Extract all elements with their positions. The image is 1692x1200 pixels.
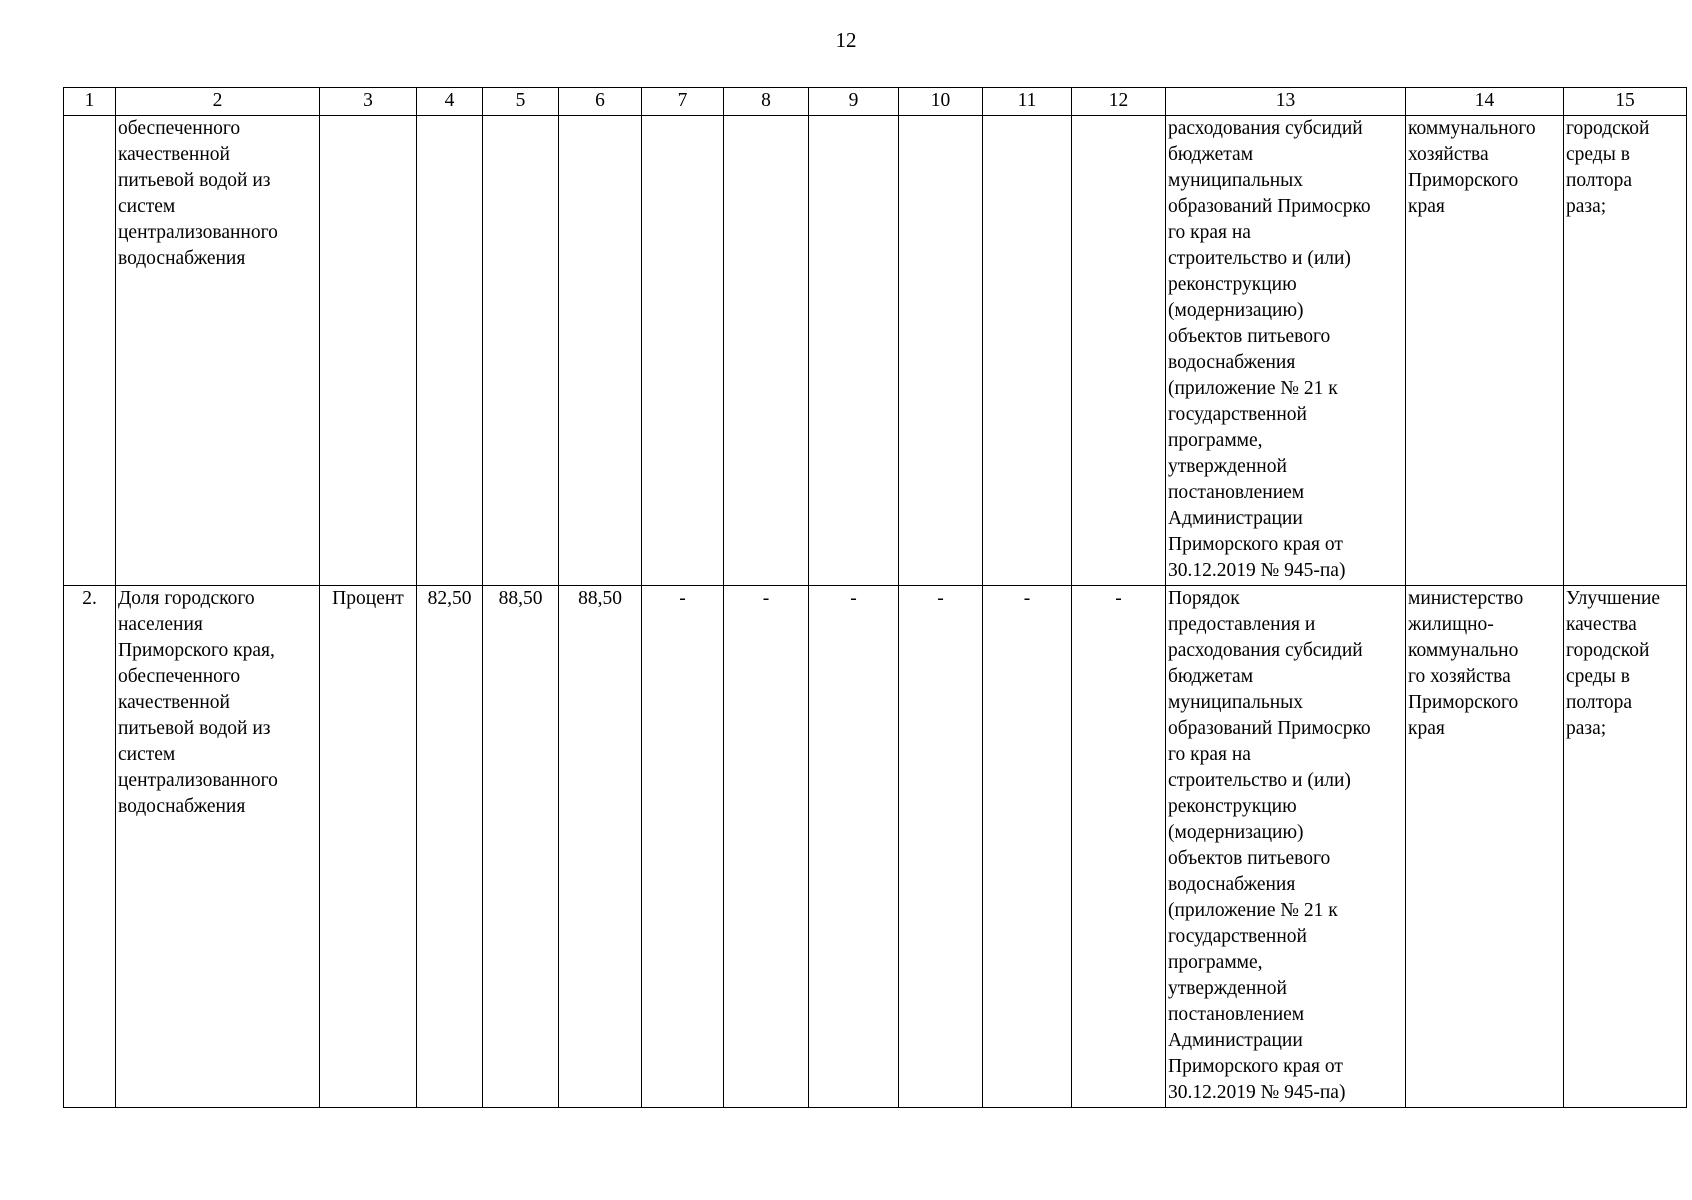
procedure-cell: расходования субсидий бюджетам муниципальных образований Примосрко го края на строительство и (или) реконструкцию (модернизацию) объектов питьевого водоснабжения (приложение № 21 к государственной программе, утвержденной постановлением Администрации Приморского края от 30.12.2019 № 945-па) bbox=[1166, 116, 1406, 586]
result-cell: городской среды в полтора раза; bbox=[1564, 116, 1687, 586]
value-cell bbox=[417, 116, 483, 586]
value-cell bbox=[724, 116, 809, 586]
value-cell: - bbox=[724, 586, 809, 1108]
unit-cell: Процент bbox=[320, 586, 417, 1108]
responsible-cell: министерство жилищно- коммунально го хозяйства Приморского края bbox=[1406, 586, 1564, 1108]
column-header: 15 bbox=[1564, 88, 1687, 116]
column-header: 8 bbox=[724, 88, 809, 116]
indicators-table bbox=[63, 87, 1687, 1108]
value-cell bbox=[642, 116, 724, 586]
value-cell bbox=[809, 116, 899, 586]
result-cell: Улучшение качества городской среды в полтора раза; bbox=[1564, 586, 1687, 1108]
column-header: 11 bbox=[983, 88, 1072, 116]
column-header: 5 bbox=[483, 88, 559, 116]
column-header: 10 bbox=[899, 88, 983, 116]
value-cell: - bbox=[983, 586, 1072, 1108]
value-cell bbox=[483, 116, 559, 586]
value-cell: - bbox=[809, 586, 899, 1108]
value-cell: 88,50 bbox=[483, 586, 559, 1108]
page-number: 12 bbox=[835, 28, 857, 52]
indicator-name-cell: Доля городского населения Приморского края, обеспеченного качественной питьевой водой из систем централизованного водоснабжения bbox=[116, 586, 320, 1108]
value-cell: 88,50 bbox=[559, 586, 642, 1108]
indicator-name-cell: обеспеченного качественной питьевой водой из систем централизованного водоснабжения bbox=[116, 116, 320, 586]
column-header: 1 bbox=[64, 88, 116, 116]
value-cell bbox=[983, 116, 1072, 586]
column-header: 3 bbox=[320, 88, 417, 116]
column-header: 6 bbox=[559, 88, 642, 116]
procedure-cell: Порядок предоставления и расходования субсидий бюджетам муниципальных образований Примосрко го края на строительство и (или) реконструкцию (модернизацию) объектов питьевого водоснабжения (приложение № 21 к государственной программе, утвержденной постановлением Администрации Приморского края от 30.12.2019 № 945-па) bbox=[1166, 586, 1406, 1108]
column-header: 9 bbox=[809, 88, 899, 116]
value-cell: - bbox=[1072, 586, 1166, 1108]
table-row bbox=[64, 116, 1687, 586]
column-header: 12 bbox=[1072, 88, 1166, 116]
value-cell: - bbox=[899, 586, 983, 1108]
table-row bbox=[64, 586, 1687, 1108]
value-cell bbox=[1072, 116, 1166, 586]
row-number-cell: 2. bbox=[64, 586, 116, 1108]
value-cell bbox=[899, 116, 983, 586]
column-header: 14 bbox=[1406, 88, 1564, 116]
value-cell: - bbox=[642, 586, 724, 1108]
responsible-cell: коммунального хозяйства Приморского края bbox=[1406, 116, 1564, 586]
row-number-cell bbox=[64, 116, 116, 586]
column-header: 2 bbox=[116, 88, 320, 116]
column-header: 7 bbox=[642, 88, 724, 116]
value-cell bbox=[559, 116, 642, 586]
column-header: 4 bbox=[417, 88, 483, 116]
column-header: 13 bbox=[1166, 88, 1406, 116]
unit-cell bbox=[320, 116, 417, 586]
column-number-row bbox=[64, 88, 1687, 116]
value-cell: 82,50 bbox=[417, 586, 483, 1108]
